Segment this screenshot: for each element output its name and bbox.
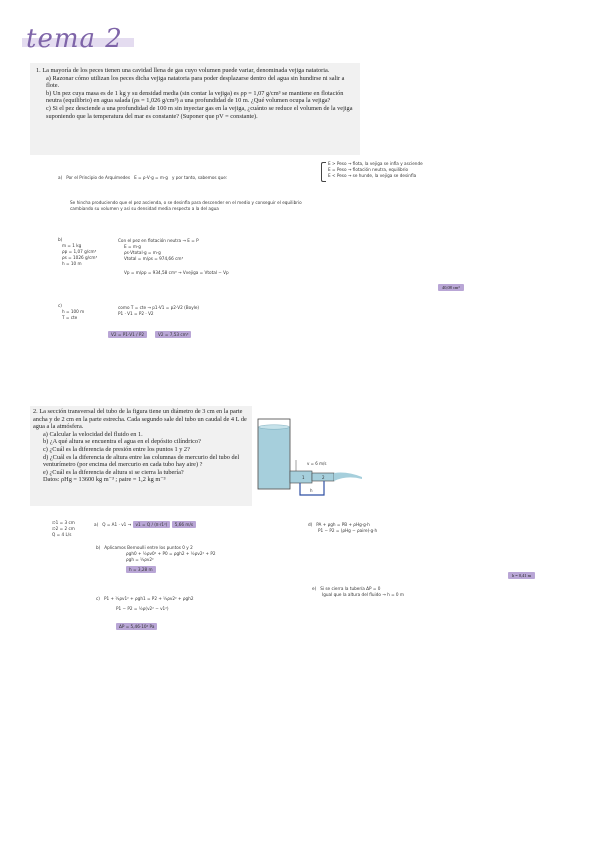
notes-2c-eq2: P1 − P2 = ½ρ(v2² − v1²)	[116, 606, 169, 611]
notes-1a-frac: E = ρ·V·g = m·g	[134, 175, 168, 180]
question-2-data: Datos: ρHg = 13600 kg m⁻³ ; ρaire = 1,2 kg m⁻³	[43, 476, 166, 484]
notes-2a	[94, 522, 196, 528]
notes-2b-eq1: Aplicamos Bernoulli entre los puntos 0 y 2	[104, 545, 193, 550]
notes-2b-label: b)	[96, 545, 101, 550]
notes-2b-eq2: ρgh0 + ½ρv0² + P0 = ρgh2 + ½ρv2² + P2	[126, 551, 216, 556]
notes-2d-result: h = 0,41 m	[508, 572, 535, 579]
notes-2-given1: ∅1 = 3 cm	[52, 520, 75, 525]
notes-1b-given1: m = 1 kg	[62, 243, 82, 248]
notes-2-given3: Q = 4 L/s	[52, 532, 72, 537]
notes-1c-result: V2 = 7,53 cm³	[155, 331, 191, 338]
figure-point-2: 2	[322, 475, 325, 480]
notes-1a	[58, 175, 227, 181]
page-title: tema 2	[26, 24, 123, 54]
notes-1c-eq2: P1 · V1 = P2 · V2	[118, 311, 154, 316]
notes-1a-label: a)	[58, 175, 63, 180]
notes-1c-given	[58, 303, 84, 321]
case-brace	[321, 162, 326, 182]
question-2-e: e) ¿Cuál es la diferencia de altura si se cierra la tubería?	[43, 468, 184, 476]
notes-1b-work	[118, 238, 229, 276]
notes-2-given2: ∅2 = 2 cm	[52, 526, 75, 531]
question-1-number: 1.	[36, 67, 41, 74]
notes-2-given	[52, 520, 75, 538]
notes-2a-label: a)	[94, 522, 99, 527]
notes-1b-result: 40,08 cm³	[438, 284, 464, 291]
notes-2c	[96, 596, 194, 630]
tank-figure	[252, 413, 372, 503]
notes-2a-eq: Q = A1 · v1 →	[102, 522, 132, 527]
question-1-b: b) Un pez cuya masa es de 1 kg y su densidad media (sin contar la vejiga) es ρp = 1,07 g/cm³ se mantiene en flotación neutra (equilibrio) en agua salada (ρs = 1,026 g/cm³) a una profundidad de 10 m. ¿Qué volumen ocupa la vejiga?	[46, 89, 344, 105]
notes-2a-result: 5,66 m/s	[172, 521, 196, 528]
notes-1a-case1: E > Peso → flota, la vejiga se infla y asciende	[328, 161, 423, 166]
notes-2e-eq2: Igual que la altura del fluido → h = 0 m	[322, 592, 405, 597]
water-jet	[334, 473, 362, 482]
notes-1c-given1: h = 100 m	[62, 309, 85, 314]
notes-1c-work2	[108, 332, 191, 338]
notes-2c-label: c)	[96, 596, 100, 601]
question-2-c: c) ¿Cuál es la diferencia de presión entre los puntos 1 y 2?	[43, 445, 190, 453]
notes-2c-result: ΔP = 5,46·10⁴ Pa	[116, 623, 157, 630]
question-2-a: a) Calcular la velocidad del fluido en 1.	[43, 430, 143, 438]
water-surface	[259, 425, 290, 429]
notes-1b-given2: ρp = 1,07 g/cm³	[62, 249, 97, 254]
figure-v-label: v = 6 m/s	[307, 461, 327, 466]
notes-1a-explanation	[70, 200, 302, 212]
question-2-number: 2.	[33, 408, 38, 415]
notes-1a-line2: Se hincha produciendo que el pez ascienda, o se desinfla para descender en el medio y conseguir el equilibrio	[70, 200, 302, 205]
notes-1b-given4: h = 10 m	[62, 261, 82, 266]
question-2-text	[33, 408, 251, 484]
question-2-intro: La sección transversal del tubo de la figura tiene un diámetro de 3 cm en la parte ancha y de 2 cm en la parte estrecha. Cada segundo sale del tubo un caudal de 4 L de agua a la atmósfera.	[33, 408, 247, 431]
question-1-intro: La mayoría de los peces tienen una cavidad llena de gas cuyo volumen puede variar, denominada vejiga natatoria.	[42, 67, 330, 74]
notes-1a-case3: E < Peso → se hunde, la vejiga se desinfla	[328, 173, 417, 178]
notes-2b-result: h = 3,28 m	[126, 566, 156, 573]
notes-2e	[312, 586, 404, 598]
notes-2a-v: v1 = Q / (π·r1²)	[133, 521, 171, 528]
notes-1a-line1: Por el Principio de Arquímedes	[66, 175, 131, 180]
tank-water	[259, 427, 290, 489]
notes-2d-eq1: PA + ρgh = PB + ρHg·g·h	[316, 522, 370, 527]
notes-1a-cases	[328, 161, 423, 179]
notes-2d-eq2: P1 − P2 = (ρHg − ρaire)·g·h	[318, 528, 378, 533]
notes-2b-eq3: ρgh = ½ρv2²	[126, 557, 154, 562]
notes-1b-eq4: Vtotal = m/ρs = 974,66 cm³	[124, 256, 184, 261]
notes-1b-given3: ρs = 1026 g/cm³	[62, 255, 98, 260]
notes-1c-eq1: como T = cte → p1·V1 = p2·V2 (Boyle)	[118, 305, 200, 310]
notes-1c-given2: T = cte	[62, 315, 78, 320]
notes-1c-work	[118, 305, 199, 317]
question-1-a: a) Razonar cómo utilizan los peces dicha vejiga natatoria para poder desplazarse dentro del agua sin hundirse ni salir a flote.	[46, 74, 345, 90]
question-2-b: b) ¿A qué altura se encuentra el agua en el depósito cilíndrico?	[43, 438, 201, 446]
figure-h-label: h	[310, 488, 313, 493]
notes-2d	[308, 522, 377, 534]
notes-1b-eq3: ρs·Vtotal·g = m·g	[124, 250, 161, 255]
notes-1b-given	[58, 237, 97, 267]
pipe-wide	[290, 471, 312, 483]
notes-1c-label: c)	[58, 303, 62, 308]
notes-2e-eq1: Si se cierra la tubería ΔP = 0	[320, 586, 381, 591]
notes-2c-eq1: P1 + ½ρv1² + ρgh1 = P2 + ½ρv2² + ρgh2	[103, 596, 194, 601]
notes-2e-label: e)	[312, 586, 317, 591]
notes-1a-case2: E = Peso → flotación neutra, equilibrio	[328, 167, 409, 172]
notes-2b	[96, 545, 216, 573]
notes-1a-line3: cambiando su volumen y así su densidad media respecto a la del agua	[70, 206, 219, 211]
question-2-d: d) ¿Cuál es la diferencia de altura entre las columnas de mercurio del tubo del venturímetro (por encima del mercurio en cada tubo hay aire) ?	[43, 453, 240, 469]
notes-1b-label: b)	[58, 237, 63, 242]
notes-1b-eq5: Vp = m/ρp = 934,58 cm³ → Vvejiga = Vtotal − Vp	[124, 270, 229, 275]
figure-point-1: 1	[302, 475, 305, 480]
notes-1b-eq2: E = m·g	[124, 244, 141, 249]
notes-2d-label: d)	[308, 522, 313, 527]
question-1-c: c) Si el pez desciende a una profundidad de 100 m sin inyectar gas en la vejiga, ¿cuánto se reduce el volumen de la vejiga suponiendo que la temperatura del mar es constante? (Suponer que pV = constante).	[46, 104, 353, 120]
question-1-text	[36, 67, 358, 120]
notes-1c-eq3: V2 = P1·V1 / P2	[108, 331, 147, 338]
notes-1b-eq1: Con el pez en flotación neutra → E = P	[118, 238, 199, 243]
notes-1a-mid: y por tanto, sabemos que:	[171, 175, 228, 180]
